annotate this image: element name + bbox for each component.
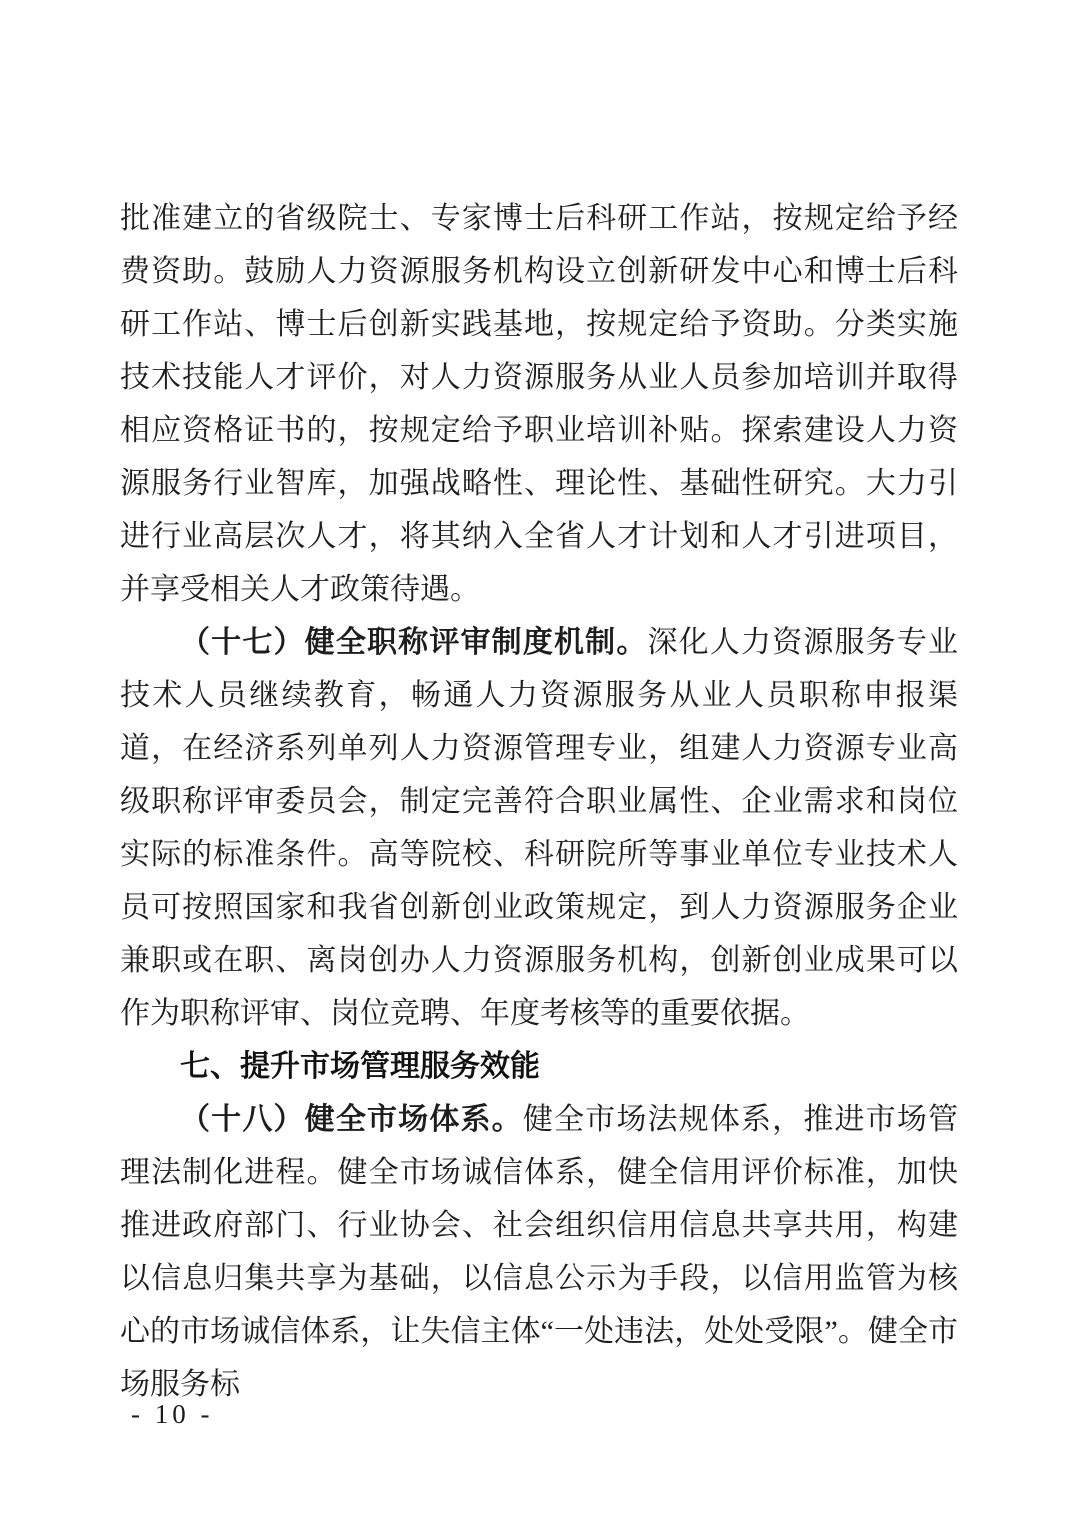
paragraph-item-18 — [120, 1093, 958, 1411]
page-number: - 10 - — [131, 1399, 214, 1429]
paragraph-text: 健全市场法规体系，推进市场管理法制化进程。健全市场诚信体系，健全信用评价标准，加快推进政府部门、行业协会、社会组织信用信息共享共用，构建以信息归集共享为基础，以信息公示为手段，以信用监管为核心的市场诚信体系，让失信主体“一处违法，处处受限”。健全市场服务标 — [120, 1103, 959, 1401]
paragraph-item-17 — [120, 616, 958, 1040]
paragraph-lead: （十八）健全市场体系。 — [180, 1103, 523, 1136]
paragraph-text: 深化人力资源服务专业技术人员继续教育，畅通人力资源服务从业人员职称申报渠道，在经济系列单列人力资源管理专业，组建人力资源专业高级职称评审委员会，制定完善符合职业属性、企业需求和岗位实际的标准条件。高等院校、科研院所等事业单位专业技术人员可按照国家和我省创新创业政策规定，到人力资源服务企业兼职或在职、离岗创办人力资源服务机构，创新创业成果可以作为职称评审、岗位竞聘、年度考核等的重要依据。 — [120, 626, 958, 1030]
paragraph-text: 批准建立的省级院士、专家博士后科研工作站，按规定给予经费资助。鼓励人力资源服务机构设立创新研发中心和博士后科研工作站、博士后创新实践基地，按规定给予资助。分类实施技术技能人才评价，对人力资源服务从业人员参加培训并取得相应资格证书的，按规定给予职业培训补贴。探索建设人力资源服务行业智库，加强战略性、理论性、基础性研究。大力引进行业高层次人才，将其纳入全省人才计划和人才引进项目，并享受相关人才政策待遇。 — [120, 202, 958, 606]
document-text-block — [120, 192, 958, 1411]
paragraph-continuation — [120, 192, 958, 616]
paragraph-lead: （十七）健全职称评审制度机制。 — [180, 626, 648, 659]
section-heading: 七、提升市场管理服务效能 — [180, 1050, 540, 1083]
